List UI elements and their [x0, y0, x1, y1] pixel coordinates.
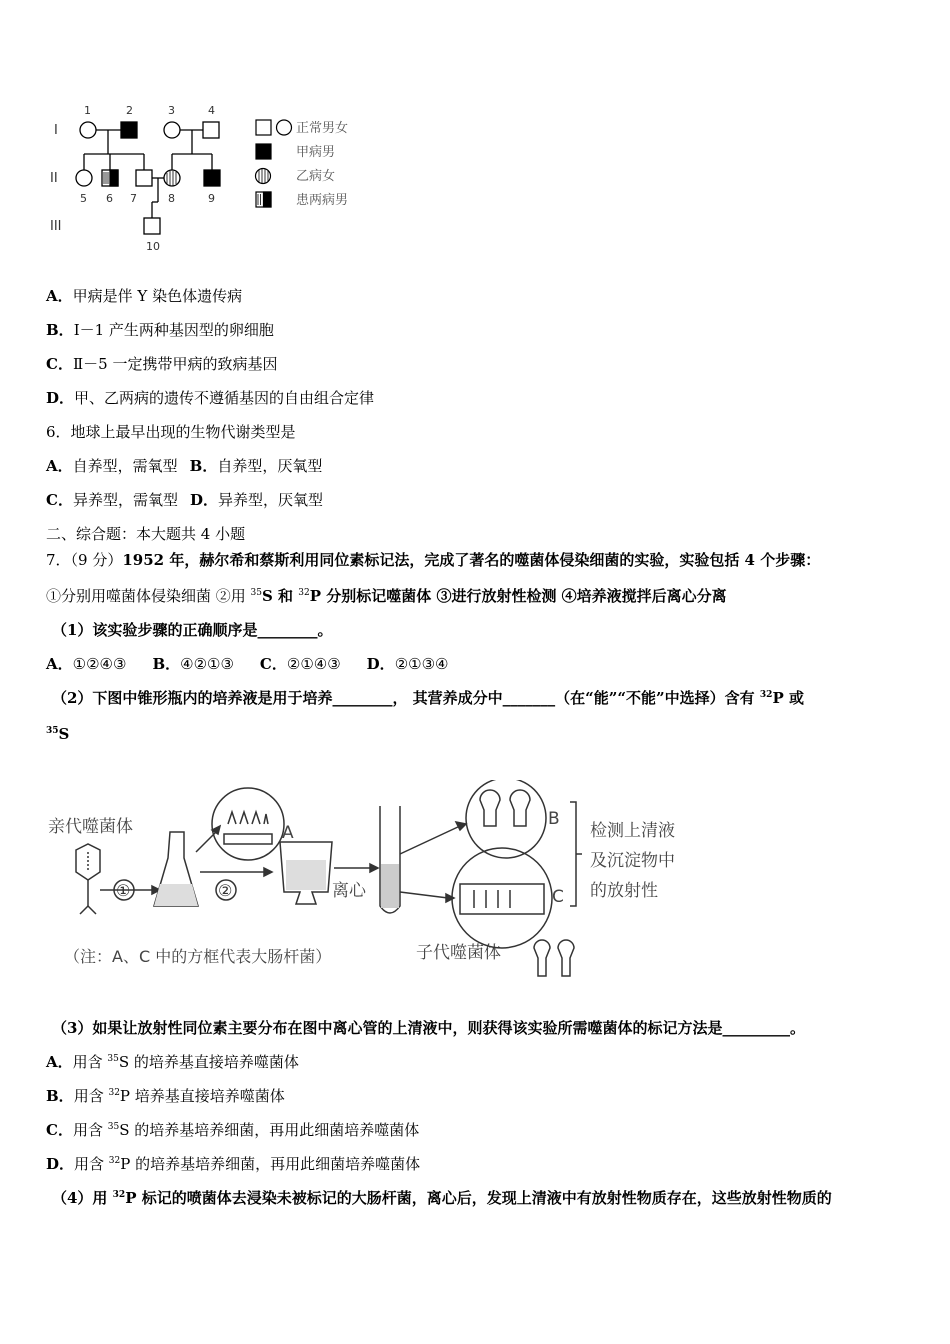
q5-option-c: C．Ⅱ－5 一定携带甲病的致病基因: [46, 355, 278, 373]
q5-option-d: D．甲、乙两病的遗传不遵循基因的自由组合定律: [46, 389, 375, 407]
phage-experiment-figure: [40, 780, 720, 985]
q7-part1: （1）该实验步骤的正确顺序是________。: [52, 621, 333, 639]
individual-2: [121, 122, 137, 138]
individual-3: [164, 122, 180, 138]
q7-part3-option-b: B．用含 $^{32}$P 培养基直接培养噬菌体: [46, 1087, 285, 1105]
fig-detect-1: 检测上清液: [590, 821, 675, 841]
q7-part3: （3）如果让放射性同位素主要分布在图中离心管的上清液中，则获得该实验所需噬菌体的标记方法是_________。: [52, 1019, 805, 1037]
fig-label-a: A: [282, 823, 294, 843]
q7-part1-options: A．①②④③ B．④②①③ C．②①④③ D．②①③④: [46, 655, 449, 673]
q6-stem: 6．地球上最早出现的生物代谢类型是: [46, 423, 296, 441]
num-7: 7: [130, 192, 137, 205]
gen-label-1: I: [54, 123, 58, 138]
gen-label-2: II: [50, 171, 58, 186]
supernatant-circle-b: [466, 780, 546, 858]
legend-both-male: 患两病男: [296, 193, 349, 208]
q7-part2-cont: $^{35}$S: [46, 725, 70, 743]
fig-parent-phage-label: 亲代噬菌体: [48, 817, 133, 837]
fig-centrifuge-label: 离心: [332, 881, 366, 901]
q6-options-row1: A．自养型，需氧型 B．自养型，厌氧型: [46, 457, 323, 475]
fig-label-b: B: [548, 809, 560, 829]
q7-part3-option-a: A．用含 $^{35}$S 的培养基直接培养噬菌体: [46, 1053, 299, 1071]
individual-9: [204, 170, 220, 186]
fig-label-c: C: [552, 887, 564, 907]
gen-label-3: III: [50, 219, 62, 234]
legend-normal: 正常男女: [296, 121, 349, 136]
q7-part3-option-d: D．用含 $^{32}$P 的培养基培养细菌，再用此细菌培养噬菌体: [46, 1155, 421, 1173]
individual-4: [203, 122, 219, 138]
individual-1: [80, 122, 96, 138]
q7-part4: （4）用 $^{32}$P 标记的喷菌体去浸染未被标记的大肠杆菌，离心后，发现上清液中有放射性物质存在，这些放射性物质的: [52, 1189, 832, 1207]
individual-5: [76, 170, 92, 186]
q5-option-a: A．甲病是伴 Y 染色体遗传病: [46, 287, 243, 305]
num-9: 9: [208, 192, 215, 205]
num-8: 8: [168, 192, 175, 205]
q7-stem: 7．（9 分）1952 年，赫尔希和蔡斯利用同位素标记法，完成了著名的噬菌体侵染细菌的实验，实验包括 4 个步骤：: [46, 551, 821, 569]
q6-options-row2: C．异养型，需氧型 D．异养型，厌氧型: [46, 491, 323, 509]
individual-7: [136, 170, 152, 186]
individual-10: [144, 218, 160, 234]
q5-option-b: B．Ⅰ－1 产生两种基因型的卵细胞: [46, 321, 274, 339]
num-5: 5: [80, 192, 87, 205]
num-2: 2: [126, 104, 133, 117]
fig-detect-3: 的放射性: [590, 881, 658, 901]
section-heading: 二、综合题：本大题共 4 小题: [46, 525, 246, 543]
num-4: 4: [208, 104, 215, 117]
num-3: 3: [168, 104, 175, 117]
q7-steps: ①分别用噬菌体侵染细菌 ②用 $^{35}$S 和 $^{32}$P 分别标记噬菌体 ③进行放射性检测 ④培养液搅拌后离心分离: [46, 587, 727, 605]
fig-step-1: ①: [116, 881, 131, 900]
num-6: 6: [106, 192, 113, 205]
q7-part2: （2）下图中锥形瓶内的培养液是用于培养________， 其营养成分中_______（在“能”“不能”中选择）含有 $^{32}$P 或: [52, 689, 804, 707]
q7-part3-option-c: C．用含 $^{35}$S 的培养基培养细菌，再用此细菌培养噬菌体: [46, 1121, 420, 1139]
fig-note: （注：A、C 中的方框代表大肠杆菌）: [64, 947, 332, 966]
fig-progeny-label: 子代噬菌体: [416, 943, 501, 963]
legend-disease-b-female: 乙病女: [296, 169, 336, 184]
pellet-circle-c: [452, 848, 552, 948]
fig-detect-2: 及沉淀物中: [590, 851, 675, 871]
pedigree-chart: [40, 98, 370, 258]
num-10: 10: [146, 240, 160, 253]
fig-step-2: ②: [218, 881, 233, 900]
num-1: 1: [84, 104, 91, 117]
legend-disease-a-male: 甲病男: [296, 145, 336, 160]
individual-8: [164, 170, 180, 186]
